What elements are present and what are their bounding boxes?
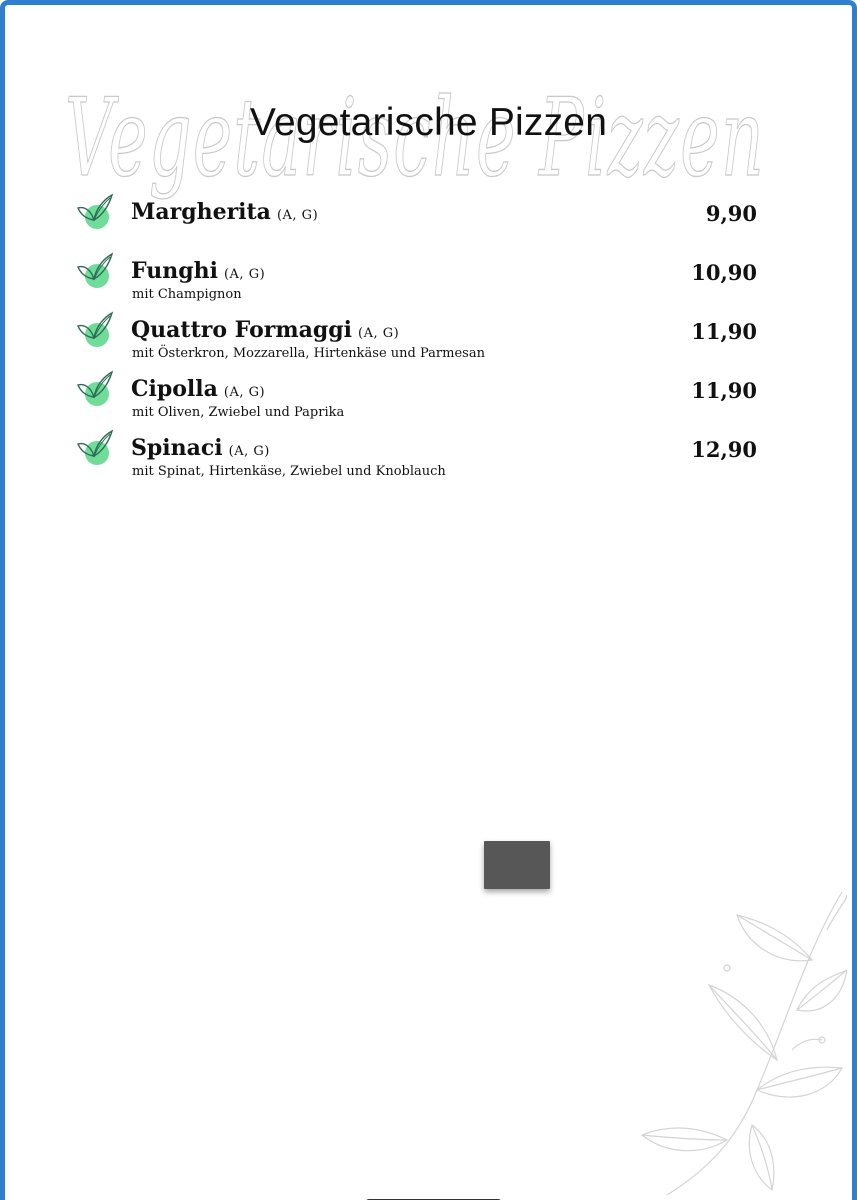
menu-item xyxy=(75,311,765,370)
menu-item xyxy=(75,252,765,311)
item-description: mit Österkron, Mozzarella, Hirtenkäse und Parmesan xyxy=(132,346,485,361)
leaf-icon xyxy=(75,311,115,349)
menu-list xyxy=(75,193,765,488)
svg-text:Vegetarische Pizzen: Vegetarische Pizzen xyxy=(65,76,765,201)
item-description: mit Champignon xyxy=(132,287,242,302)
menu-item xyxy=(75,370,765,429)
item-price: 11,90 xyxy=(691,378,757,403)
item-allergens: (A, G) xyxy=(358,326,400,341)
item-description: mit Oliven, Zwiebel und Paprika xyxy=(132,405,345,420)
item-name: Margherita (A, G) xyxy=(131,199,319,225)
item-allergens: (A, G) xyxy=(228,444,270,459)
item-price: 12,90 xyxy=(691,437,757,462)
leaf-icon xyxy=(75,429,115,467)
leaf-icon xyxy=(75,252,115,290)
leaf-icon xyxy=(75,370,115,408)
item-name: Funghi (A, G) xyxy=(131,258,266,284)
item-price: 10,90 xyxy=(691,260,757,285)
page-title: Vegetarische Pizzen xyxy=(249,101,608,144)
botanical-branch-icon xyxy=(637,890,847,1200)
item-name: Quattro Formaggi (A, G) xyxy=(131,317,400,343)
menu-item xyxy=(75,193,765,252)
item-allergens: (A, G) xyxy=(276,208,319,223)
item-allergens: (A, G) xyxy=(223,385,266,400)
redaction-box xyxy=(484,841,550,889)
menu-item xyxy=(75,429,765,488)
item-allergens: (A, G) xyxy=(223,267,266,282)
item-price: 9,90 xyxy=(705,201,757,226)
item-description: mit Spinat, Hirtenkäse, Zwiebel und Knoblauch xyxy=(132,464,446,479)
item-name: Spinaci (A, G) xyxy=(131,435,270,461)
leaf-icon xyxy=(75,193,115,231)
item-price: 11,90 xyxy=(691,319,757,344)
item-name: Cipolla (A, G) xyxy=(131,376,266,402)
